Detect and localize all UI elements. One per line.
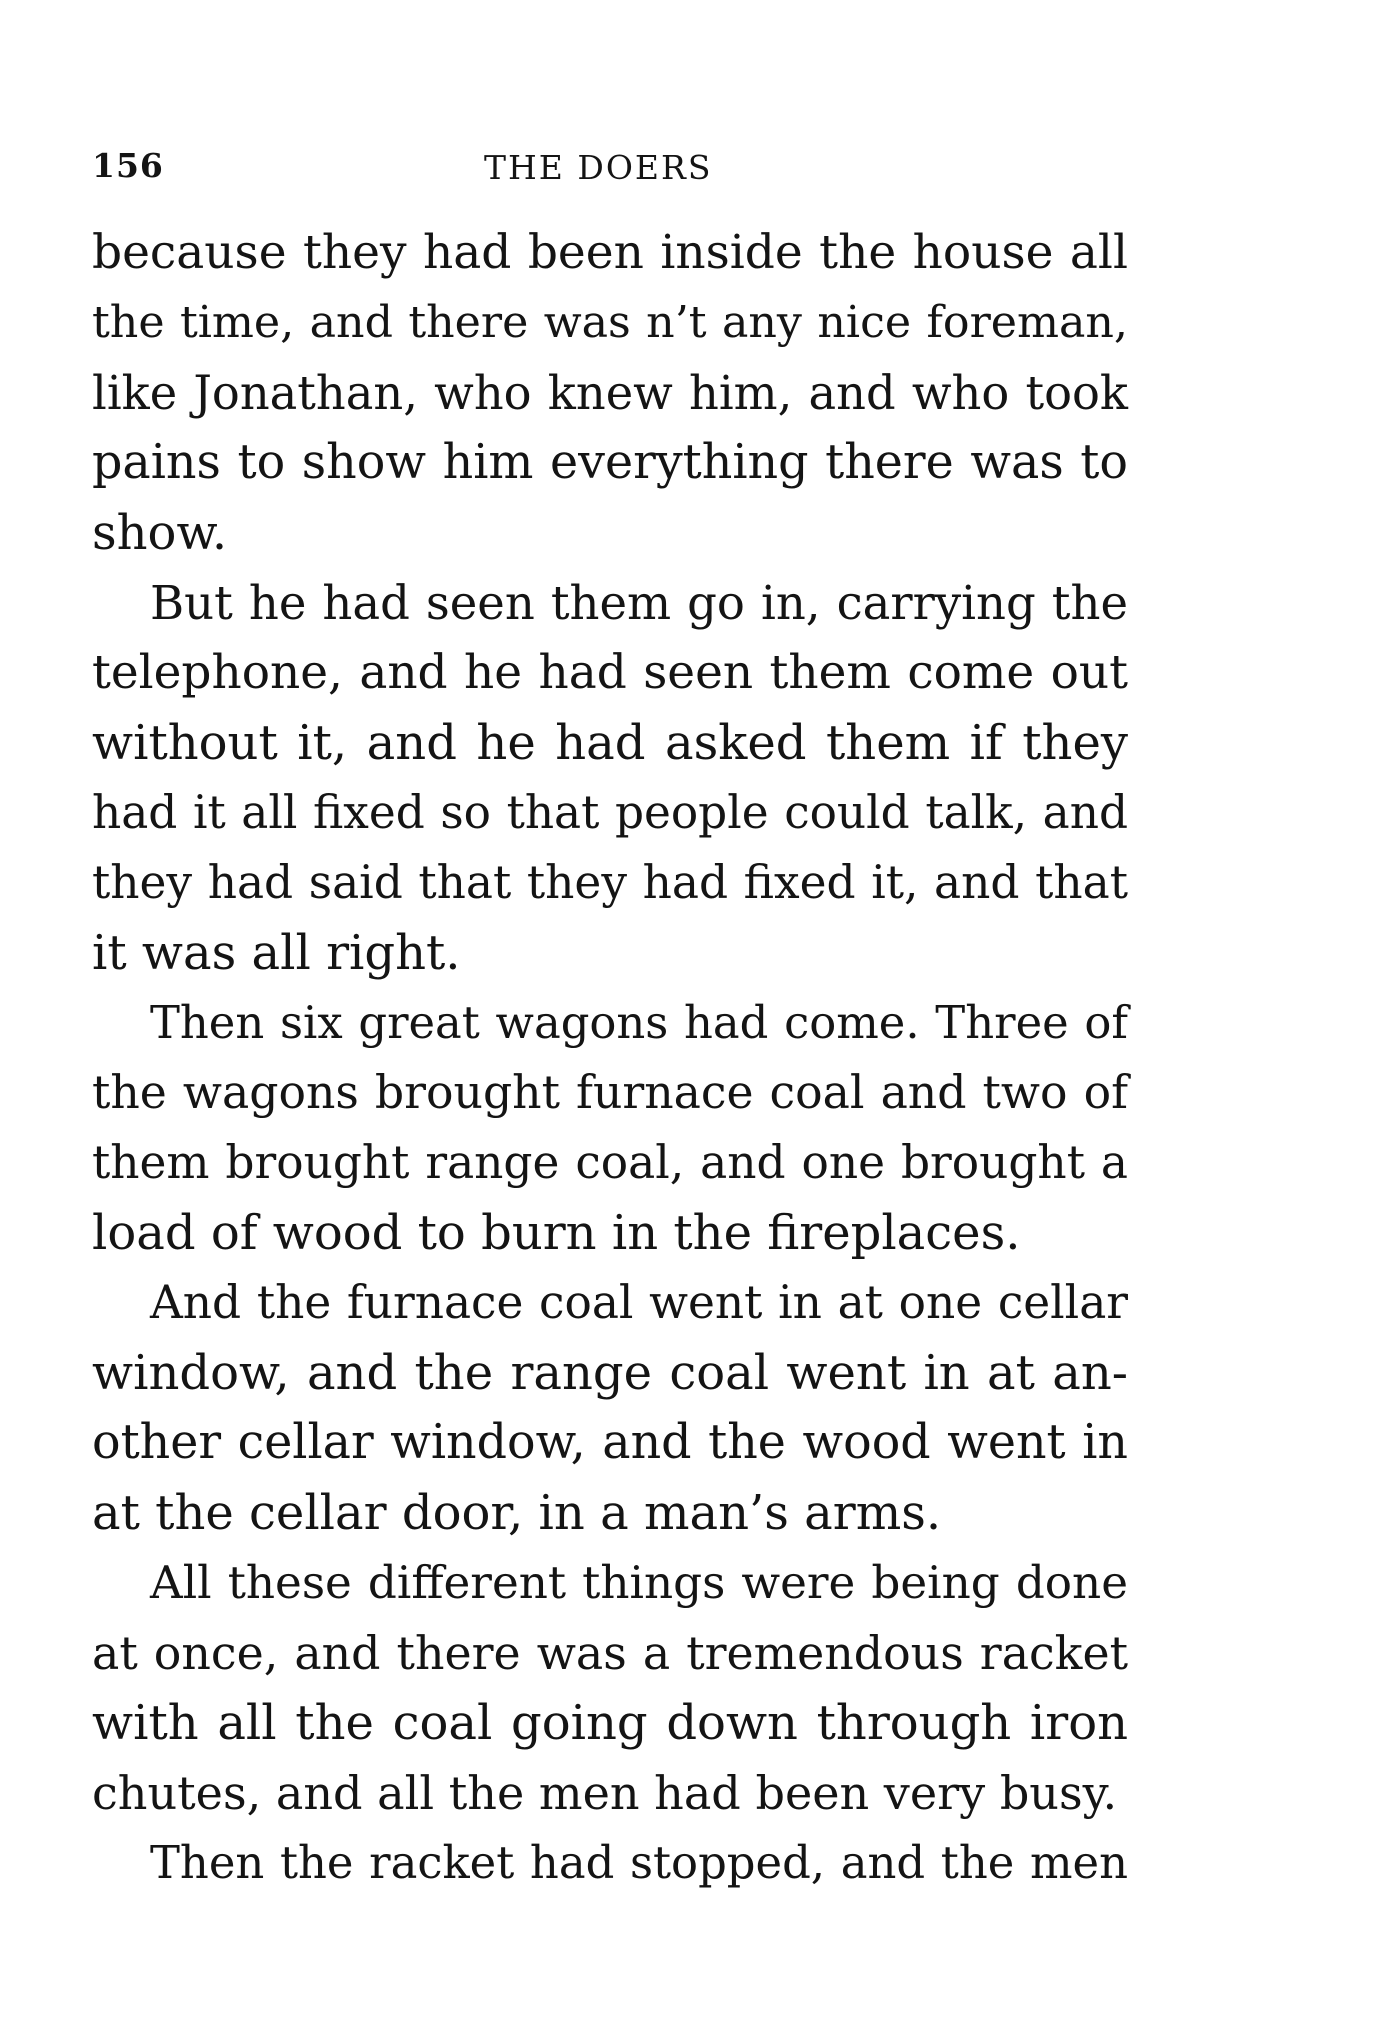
text-line: window, and the range coal went in at an- <box>92 1345 1128 1401</box>
text-line: Then six great wagons had come. Three of <box>150 996 1128 1049</box>
text-line: they had said that they had fixed it, and that <box>92 856 1128 909</box>
text-line: the wagons brought furnace coal and two of <box>92 1066 1128 1119</box>
text-line: pains to show him everything there was to <box>92 435 1128 490</box>
text-line: the time, and there was n’t any nice foreman, <box>92 297 1128 348</box>
text-line: show. <box>92 505 228 561</box>
text-line: because they had been inside the house all <box>92 225 1128 280</box>
running-head: THE DOERS <box>484 148 713 187</box>
text-line: without it, and he had asked them if they <box>92 715 1128 771</box>
text-line: other cellar window, and the wood went in <box>92 1415 1128 1470</box>
text-line: had it all fixed so that people could talk, and <box>92 786 1128 839</box>
text-line: it was all right. <box>92 925 461 981</box>
text-line: telephone, and he had seen them come out <box>92 645 1128 700</box>
text-line: All these different things were being done <box>150 1556 1128 1609</box>
text-line: them brought range coal, and one brought a <box>92 1136 1128 1189</box>
text-line: And the furnace coal went in at one cellar <box>150 1276 1128 1329</box>
page-header <box>92 138 1132 198</box>
text-line: like Jonathan, who knew him, and who took <box>92 366 1128 420</box>
text-line: load of wood to burn in the fireplaces. <box>92 1205 1021 1261</box>
text-line: at the cellar door, in a man’s arms. <box>92 1485 942 1541</box>
text-line: Then the racket had stopped, and the men <box>150 1836 1128 1889</box>
text-line: But he had seen them go in, carrying the <box>150 576 1128 630</box>
text-line: chutes, and all the men had been very busy. <box>92 1766 1118 1820</box>
text-line: at once, and there was a tremendous racket <box>92 1626 1128 1680</box>
page-number: 156 <box>92 146 164 185</box>
body-text <box>92 218 1128 1898</box>
text-line: with all the coal going down through iron <box>92 1695 1128 1751</box>
